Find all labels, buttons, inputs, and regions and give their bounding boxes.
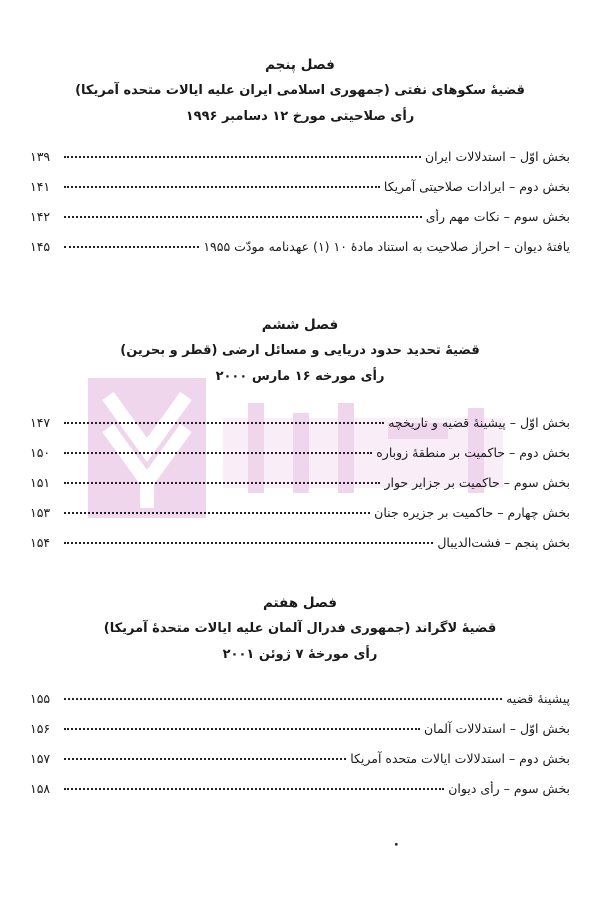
leader-dots (64, 156, 421, 158)
leader-dots (64, 422, 384, 424)
toc-entry-label: بخش پنجم – فشت‌الدیبال (437, 535, 570, 550)
toc-entry[interactable] (30, 751, 570, 781)
toc-entry[interactable] (30, 179, 570, 209)
leader-dots (64, 482, 380, 484)
leader-dots (64, 246, 199, 248)
toc-entry-page: ۱۵۱ (30, 475, 51, 490)
leader-dots (64, 758, 346, 760)
toc-entry-page: ۱۵۰ (30, 445, 51, 460)
toc-list (30, 691, 570, 811)
toc-entry[interactable] (30, 721, 570, 751)
toc-entry-label: پیشینهٔ قضیه (506, 691, 570, 706)
toc-entry[interactable] (30, 691, 570, 721)
toc-entry-page: ۱۴۲ (30, 209, 51, 224)
toc-entry-label: بخش سوم – رأی دیوان (448, 781, 570, 796)
toc-entry-label: بخش اوّل – استدلالات آلمان (423, 721, 570, 736)
toc-entry-label: بخش اوّل – استدلالات ایران (424, 149, 570, 164)
page-number: ٠ (392, 836, 401, 852)
toc-entry-label: بخش چهارم – حاکمیت بر جزیره جنان (374, 505, 570, 520)
toc-entry-page: ۱۵۷ (30, 751, 51, 766)
toc-entry-label: بخش دوم – ایرادات صلاحیتی آمریکا (383, 179, 570, 194)
toc-entry-label: یافتهٔ دیوان – احراز صلاحیت به استناد مادهٔ ۱۰ (۱) عهدنامه مودّت ۱۹۵۵ (203, 239, 570, 254)
toc-entry-page: ۱۵۶ (30, 721, 51, 736)
toc-entry[interactable] (30, 781, 570, 811)
leader-dots (64, 788, 444, 790)
toc-entry[interactable] (30, 535, 570, 565)
chapter-subtitle: قضیهٔ لاگراند (جمهوری فدرال آلمان علیه ایالات متحدهٔ آمریکا) (103, 621, 497, 636)
chapter-date: رأی صلاحیتی مورخ ۱۲ دسامبر ۱۹۹۶ (185, 109, 415, 124)
toc-entry[interactable] (30, 415, 570, 445)
toc-entry[interactable] (30, 505, 570, 535)
leader-dots (64, 512, 370, 514)
leader-dots (64, 542, 433, 544)
leader-dots (64, 698, 502, 700)
toc-list (30, 149, 570, 269)
leader-dots (64, 728, 420, 730)
toc-entry-label: بخش سوم – نکات مهم رأی (425, 209, 570, 224)
leader-dots (64, 452, 372, 454)
chapter-6 (30, 315, 570, 565)
toc-entry-page: ۱۴۵ (30, 239, 51, 254)
toc-entry-page: ۱۴۷ (30, 415, 51, 430)
toc-entry-label: بخش سوم – حاکمیت بر جزایر حوار (384, 475, 570, 490)
chapter-subtitle: قضیهٔ تحدید حدود دریایی و مسائل ارضی (قطر و بحرین) (120, 343, 480, 358)
chapter-title: فصل پنجم (265, 57, 335, 73)
toc-entry[interactable] (30, 149, 570, 179)
toc-entry-label: بخش دوم – استدلالات ایالات متحده آمریکا (350, 751, 570, 766)
toc-entry[interactable] (30, 209, 570, 239)
chapter-date: رأی مورخهٔ ۷ ژوئن ۲۰۰۱ (222, 647, 378, 662)
chapter-date: رأی مورخه ۱۶ مارس ۲۰۰۰ (215, 369, 385, 384)
toc-entry-page: ۱۴۱ (30, 179, 51, 194)
toc-entry-page: ۱۵۸ (30, 781, 51, 796)
toc-entry[interactable] (30, 239, 570, 269)
chapter-title: فصل هفتم (262, 595, 338, 611)
leader-dots (64, 186, 380, 188)
leader-dots (64, 216, 422, 218)
toc-entry[interactable] (30, 445, 570, 475)
chapter-title: فصل ششم (261, 317, 339, 333)
toc-list (30, 415, 570, 565)
toc-entry-page: ۱۵۵ (30, 691, 51, 706)
toc-entry-page: ۱۵۴ (30, 535, 51, 550)
toc-entry-page: ۱۳۹ (30, 149, 51, 164)
toc-entry-label: بخش دوم – حاکمیت بر منطقهٔ زوباره (376, 445, 570, 460)
toc-entry-page: ۱۵۳ (30, 505, 51, 520)
chapter-5 (30, 55, 570, 269)
toc-entry[interactable] (30, 475, 570, 505)
toc-entry-label: بخش اوّل – پیشینهٔ قضیه و تاریخچه (388, 415, 570, 430)
chapter-7 (30, 593, 570, 811)
chapter-subtitle: قضیهٔ سکوهای نفتی (جمهوری اسلامی ایران علیه ایالات متحده آمریکا) (75, 83, 525, 98)
